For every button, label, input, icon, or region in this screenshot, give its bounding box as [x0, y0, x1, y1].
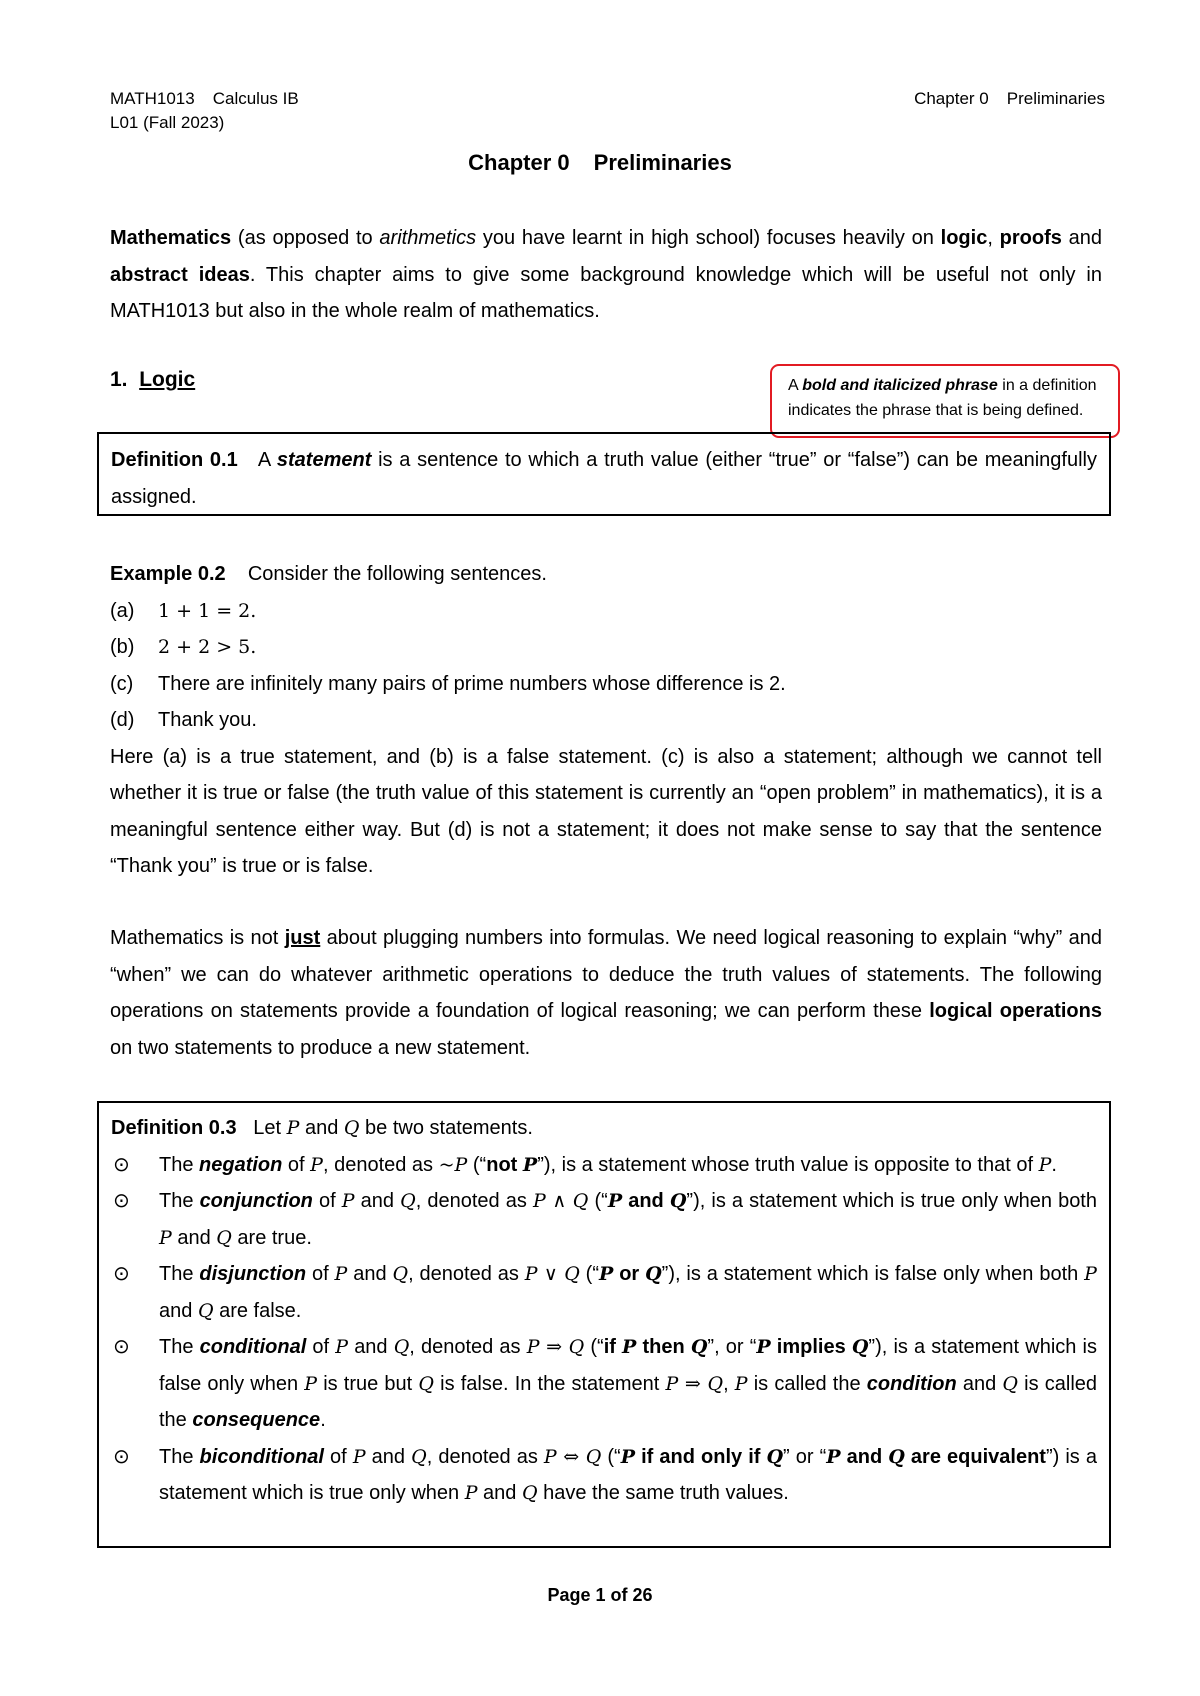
- circled-dot-bullet-icon: ⊙: [113, 1263, 130, 1285]
- page-number: Page 1 of 26: [547, 1585, 653, 1605]
- biconditional-definition: ⊙ The biconditional of P and Q, denoted as P ⇔ Q (“P if and only if Q” or “P and Q are equivalent”) is a statement which is true only when P and Q have the same truth values.: [111, 1439, 1097, 1512]
- example-item-a: (a) 1 + 1 = 2.: [110, 599, 257, 622]
- page-title: Chapter 0 Preliminaries: [468, 150, 732, 175]
- disjunction-definition: ⊙ The disjunction of P and Q, denoted as P ∨ Q (“P or Q”), is a statement which is false only when both P and Q are false.: [111, 1256, 1097, 1329]
- example-item-d: (d) Thank you.: [110, 709, 257, 731]
- example-explanation: Here (a) is a true statement, and (b) is a false statement. (c) is also a statement; although we cannot tell whether it is true or false (the truth value of this statement is currently an “open problem” in mathematics), it is a meaningful sentence either way. But (d) is not a statement; it does not make sense to say that the sentence “Thank you” is true or is false.: [110, 745, 1102, 877]
- course-section: L01 (Fall 2023): [110, 113, 225, 132]
- defined-term-statement: statement: [276, 449, 372, 471]
- example-item-c: (c) There are infinitely many pairs of prime numbers whose difference is 2.: [110, 672, 786, 695]
- definition-0-3-label: Definition 0.3: [111, 1117, 237, 1139]
- intro-paragraph: Mathematics (as opposed to arithmetics you have learnt in high school) focuses heavily on logic, proofs and abstract ideas. This chapter aims to give some background knowledge which will be useful not only in MATH1013 but also in the whole realm of mathematics.: [110, 227, 1103, 322]
- header-chapter-label: Chapter 0: [914, 89, 989, 108]
- circled-dot-bullet-icon: ⊙: [113, 1445, 130, 1468]
- course-code: MATH1013: [110, 89, 195, 108]
- header-chapter-name: Preliminaries: [1006, 89, 1105, 108]
- example-0-2-heading: Example 0.2 Consider the following sentences.: [110, 563, 547, 585]
- conditional-definition: ⊙ The conditional of P and Q, denoted as P ⇒ Q (“if P then Q”, or “P implies Q”), is a statement which is false only when P is true but Q is false. In the statement P ⇒ Q, P is called the condition and Q is called the consequence.: [111, 1329, 1097, 1439]
- conjunction-definition: ⊙ The conjunction of P and Q, denoted as P ∧ Q (“P and Q”), is a statement which is true only when both P and Q are true.: [111, 1183, 1097, 1256]
- definition-0-1-label: Definition 0.1: [111, 449, 238, 471]
- header-right: [914, 87, 1105, 111]
- definition-0-1-box: Definition 0.1 A statement is a sentence to which a truth value (either “true” or “false”) can be meaningfully assigned.: [97, 432, 1111, 516]
- example-item-b: (b) 2 + 2 > 5.: [110, 636, 257, 658]
- header-left: [110, 87, 299, 135]
- definition-note-callout: A bold and italicized phrase in a definition indicates the phrase that is being defined.: [770, 364, 1120, 438]
- circled-dot-bullet-icon: ⊙: [113, 1190, 130, 1212]
- circled-dot-bullet-icon: ⊙: [113, 1336, 130, 1358]
- circled-dot-bullet-icon: ⊙: [113, 1153, 130, 1176]
- definition-0-3-box: Definition 0.3 Let P and Q be two statements. ⊙ The negation of P, denoted as ~P (“not P”), is a statement whose truth value is opposite to that of P. ⊙ The conjunction of P and Q, denoted as P ∧ Q (“P and Q”), is a statement which is true only when both P and Q are true. ⊙ The disjunction of P and Q, denoted as P ∨ Q (“P or Q”), is a statement which is false only when both P and Q are false. ⊙ The conditional of P and Q, denoted as P ⇒ Q (“if P then Q”, or “P implies Q”), is a statement which is false only when P is true but Q is false. In the statement P ⇒ Q, P is called the condition and Q is called the consequence. ⊙ The biconditional of P and Q, denoted as P ⇔ Q (“P if and only if Q” or “P and Q are equivalent”) is a statement which is true only when P and Q have the same truth values.: [97, 1101, 1111, 1548]
- negation-definition: ⊙ The negation of P, denoted as ~P (“not P”), is a statement whose truth value is opposite to that of P.: [111, 1147, 1097, 1184]
- logical-operations-paragraph: Mathematics is not just about plugging numbers into formulas. We need logical reasoning to explain “why” and “when” we can do whatever arithmetic operations to deduce the truth values of statements. The following operations on statements provide a foundation of logical reasoning; we can perform these logical operations on two statements to produce a new statement.: [110, 927, 1102, 1059]
- course-name: Calculus IB: [212, 89, 299, 108]
- section-heading-logic: 1. Logic: [110, 368, 196, 391]
